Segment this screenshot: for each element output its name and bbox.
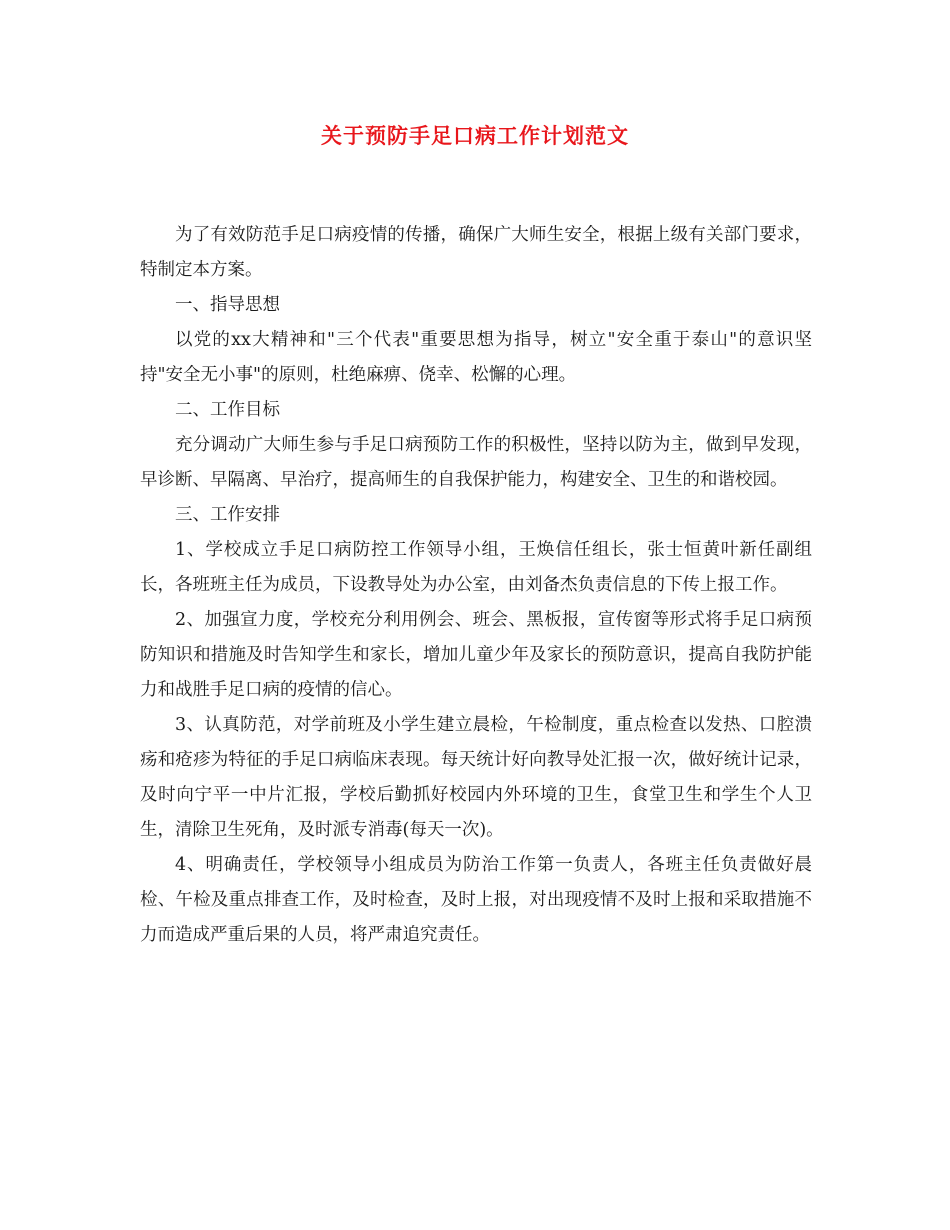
guiding-ideology-paragraph: 以党的xx大精神和"三个代表"重要思想为指导，树立"安全重于泰山"的意识坚持"安全无小事"的原则，杜绝麻痹、侥幸、松懈的心理。 bbox=[140, 330, 812, 385]
section-heading-guiding-ideology: 一、指导思想 bbox=[175, 295, 280, 315]
document-title: 关于预防手足口病工作计划范文 bbox=[321, 123, 629, 148]
arrangement-item-4: 4、明确责任，学校领导小组成员为防治工作第一负责人，各班主任负责做好晨检、午检及重点排查工作，及时检查，及时上报，对出现疫情不及时上报和采取措施不力而造成严重后果的人员，将严肃追究责任。 bbox=[140, 855, 812, 945]
intro-paragraph: 为了有效防范手足口病疫情的传播，确保广大师生安全，根据上级有关部门要求，特制定本方案。 bbox=[140, 225, 812, 280]
section-heading-work-arrangement: 三、工作安排 bbox=[175, 505, 280, 525]
work-goals-paragraph: 充分调动广大师生参与手足口病预防工作的积极性，坚持以防为主，做到早发现，早诊断、早隔离、早治疗，提高师生的自我保护能力，构建安全、卫生的和谐校园。 bbox=[140, 435, 812, 490]
document-body bbox=[140, 218, 812, 953]
arrangement-item-1: 1、学校成立手足口病防控工作领导小组，王焕信任组长，张士恒黄叶新任副组长，各班班主任为成员，下设教导处为办公室，由刘备杰负责信息的下传上报工作。 bbox=[140, 540, 812, 595]
arrangement-item-2: 2、加强宣力度，学校充分利用例会、班会、黑板报，宣传窗等形式将手足口病预防知识和措施及时告知学生和家长，增加儿童少年及家长的预防意识，提高自我防护能力和战胜手足口病的疫情的信心。 bbox=[140, 610, 812, 700]
arrangement-item-3: 3、认真防范，对学前班及小学生建立晨检，午检制度，重点检查以发热、口腔溃疡和疮疹为特征的手足口病临床表现。每天统计好向教导处汇报一次，做好统计记录，及时向宁平一中片汇报，学校后勤抓好校园内外环境的卫生，食堂卫生和学生个人卫生，清除卫生死角，及时派专消毒(每天一次)。 bbox=[140, 715, 812, 840]
section-heading-work-goals: 二、工作目标 bbox=[175, 400, 280, 420]
